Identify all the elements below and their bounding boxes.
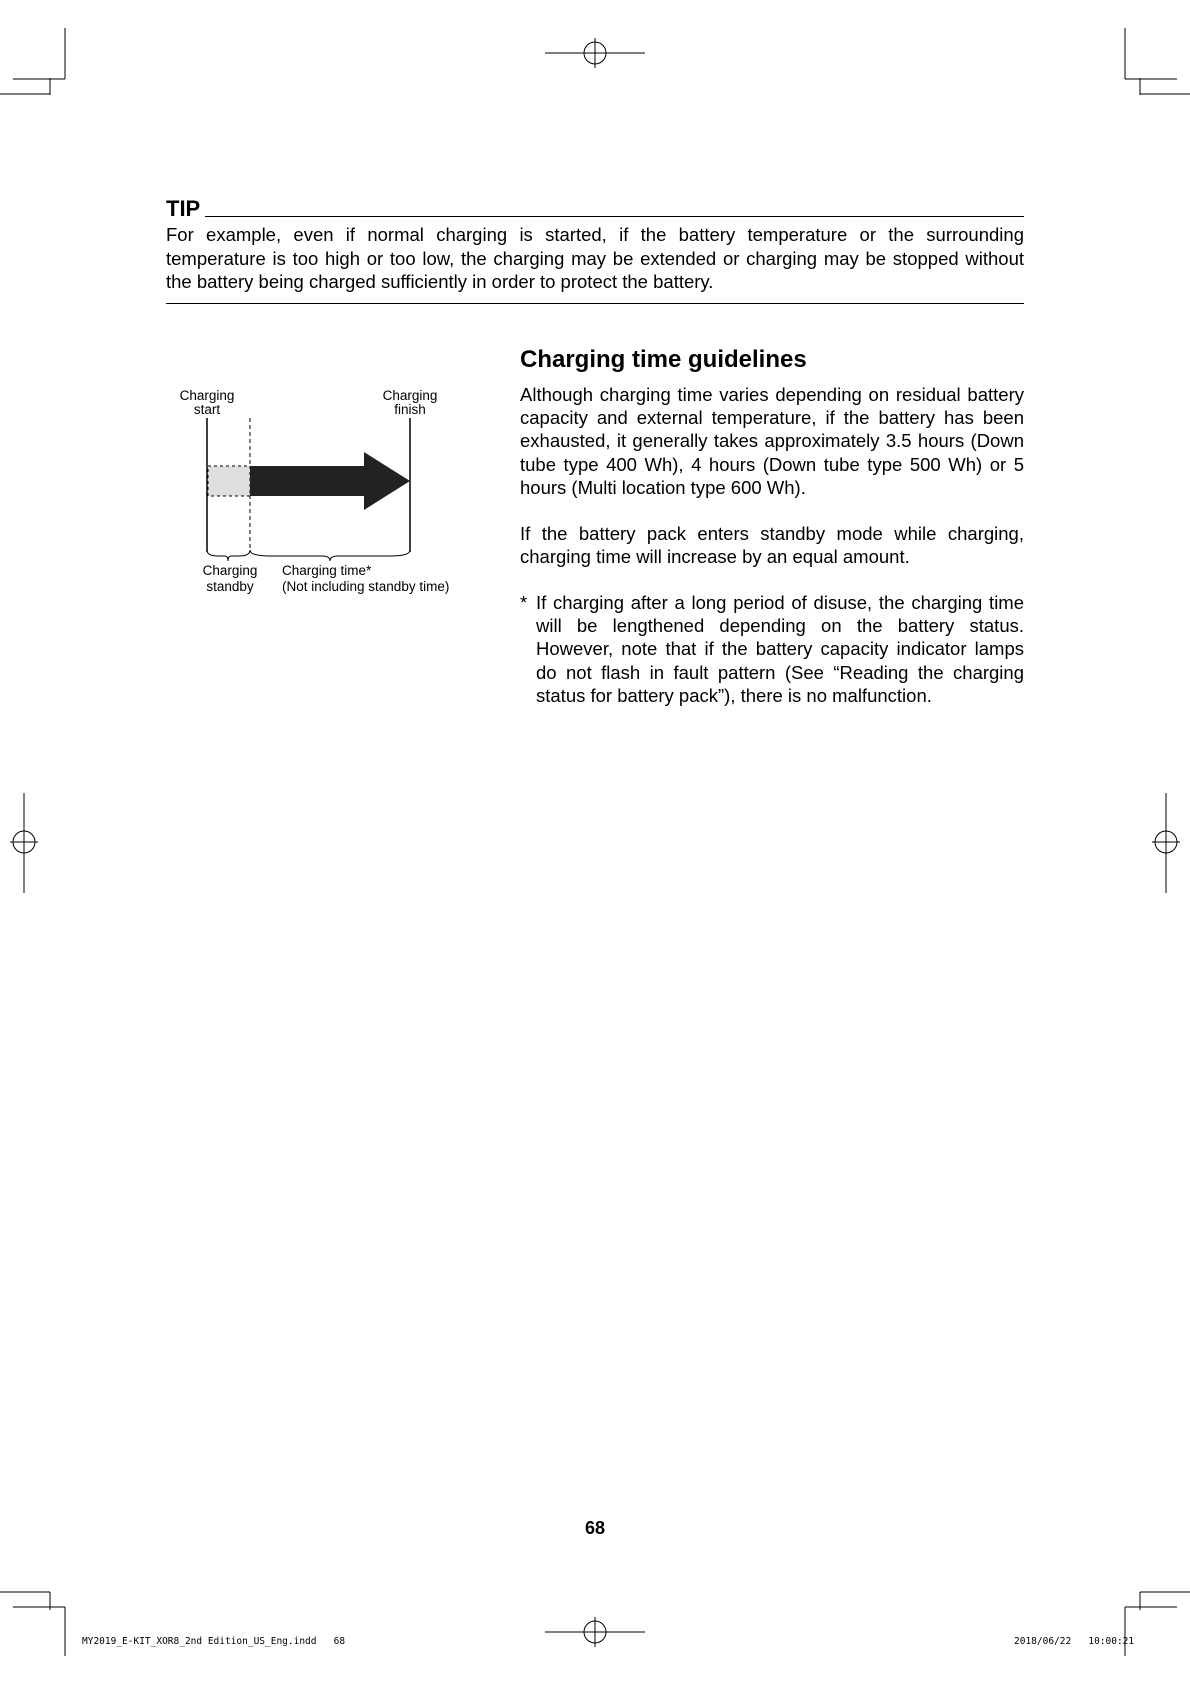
diagram-start-label-line2: start xyxy=(193,402,221,417)
diagram-standby-label-line2: standby xyxy=(206,579,254,594)
registration-mark-top xyxy=(545,38,645,68)
diagram-time-label-line2: (Not including standby time) xyxy=(282,579,450,594)
registration-mark-left xyxy=(10,793,38,893)
registration-mark-bottom xyxy=(545,1617,645,1647)
slug-file-info: MY2019_E-KIT_XOR8_2nd Edition_US_Eng.indd 68 xyxy=(82,1636,346,1647)
footnote-marker: * xyxy=(520,592,528,613)
diagram-time-label-line1: Charging time* xyxy=(282,563,372,578)
crop-mark-bottom-right xyxy=(1125,1592,1190,1656)
registration-mark-right xyxy=(1152,793,1180,893)
crop-mark-top-left xyxy=(0,28,65,95)
diagram-charging-arrow xyxy=(250,452,410,510)
diagram-start-label-line1: Charging xyxy=(179,388,235,403)
diagram-standby-segment xyxy=(208,466,250,496)
charging-time-paragraph: Although charging time varies depending on residual battery capacity and external temperature, if the battery has been exhausted, it generally takes approximately 3.5 hours (Down tube type 400 Wh), 4 hours (Down tube type 500 Wh) or 5 hours (Multi location type 600 Wh). xyxy=(520,384,1024,498)
charging-time-diagram xyxy=(170,384,470,599)
footnote-text: If charging after a long period of disuse, the charging time will be lengthened depending on the battery status. However, note that if the battery capacity indicator lamps do not flash in fault pattern (See “Reading the charging status for battery pack”), there is no malfunction. xyxy=(536,592,1024,706)
diagram-charging-time-brace xyxy=(250,550,410,561)
tip-rule-bottom xyxy=(166,303,1024,304)
tip-rule-top xyxy=(205,216,1024,217)
diagram-standby-label-line1: Charging xyxy=(202,563,258,578)
section-title: Charging time guidelines xyxy=(520,346,807,373)
tip-body: For example, even if normal charging is started, if the battery temperature or the surrounding temperature is too high or too low, the charging may be extended or charging may be stopped without the battery being charged sufficiently in order to protect the battery. xyxy=(166,224,1024,292)
standby-paragraph: If the battery pack enters standby mode while charging, charging time will increase by an equal amount. xyxy=(520,523,1024,568)
diagram-finish-label-line2: finish xyxy=(394,402,426,417)
crop-mark-top-right xyxy=(1125,28,1190,95)
diagram-standby-brace xyxy=(207,550,250,561)
diagram-finish-label-line1: Charging xyxy=(382,388,438,403)
crop-mark-bottom-left xyxy=(0,1592,65,1656)
page-number: 68 xyxy=(584,1518,606,1538)
tip-heading: TIP xyxy=(166,196,201,221)
slug-datetime: 2018/06/22 10:00:21 xyxy=(1014,1636,1135,1647)
